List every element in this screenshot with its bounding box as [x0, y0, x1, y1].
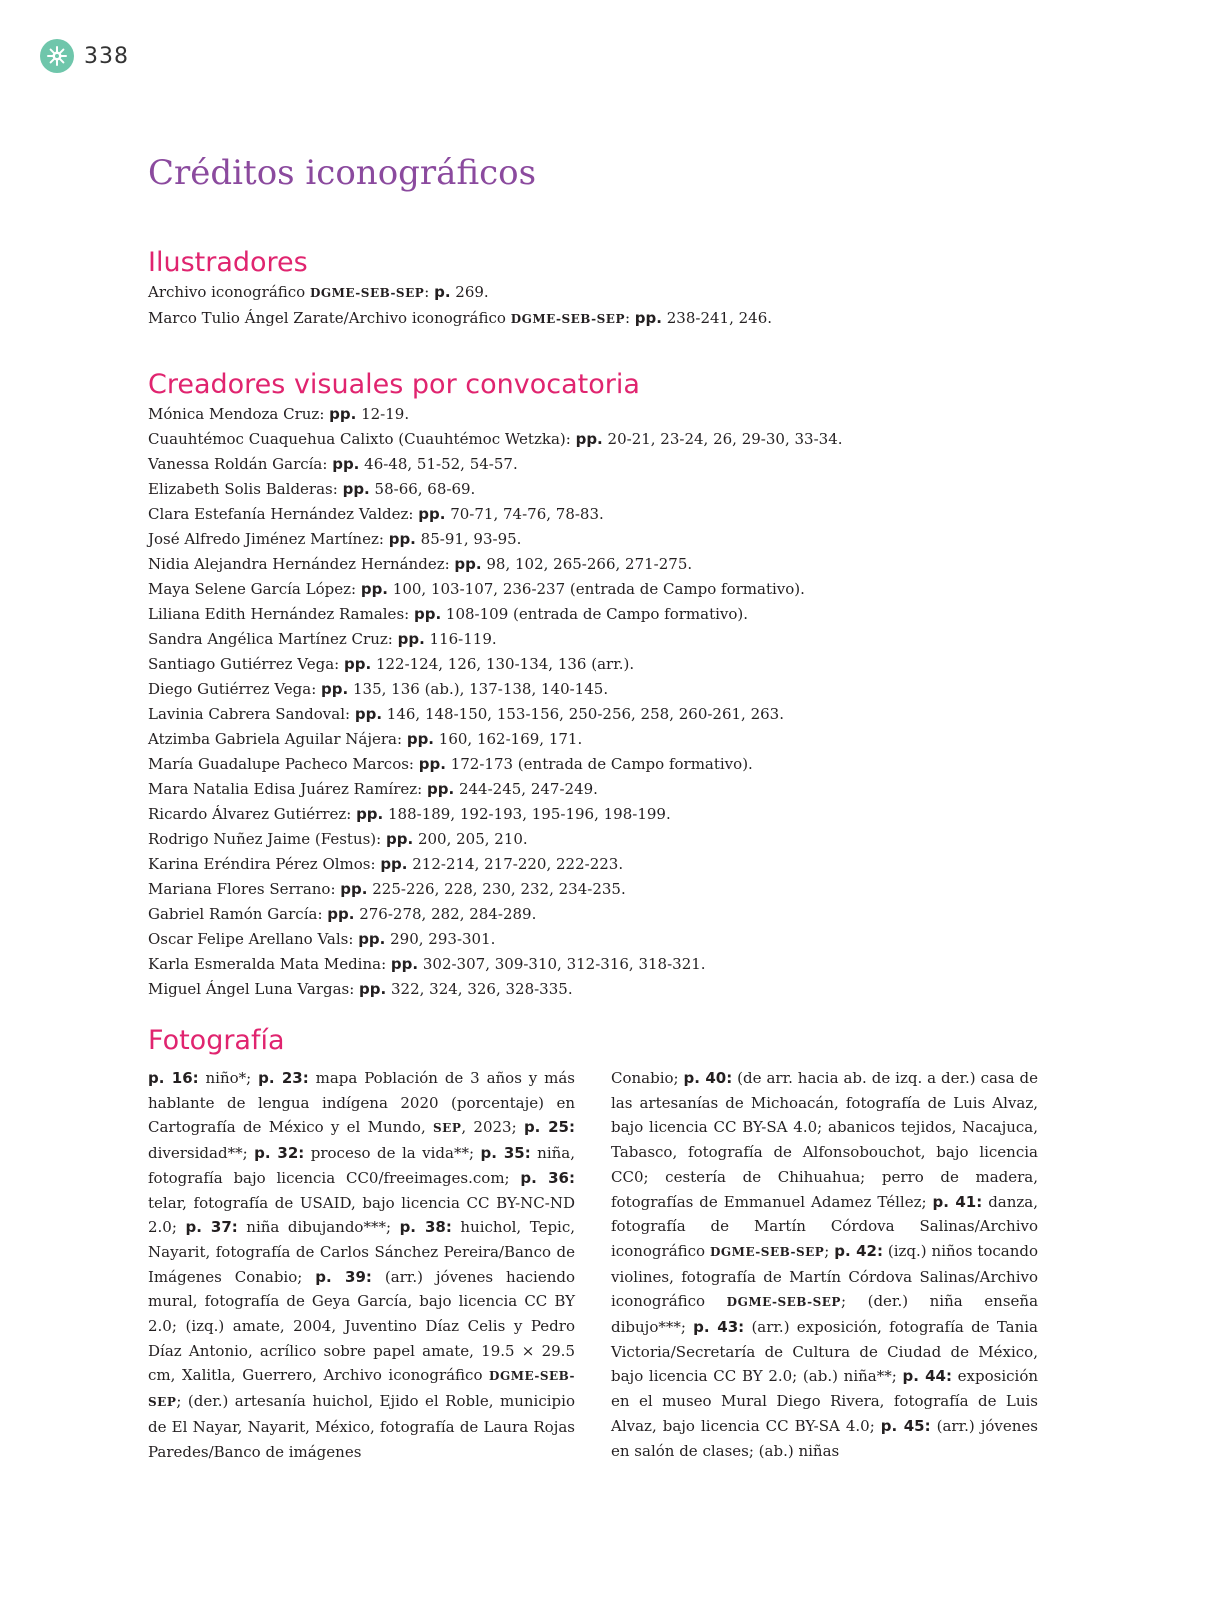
credit-pages-label: pp.	[354, 705, 383, 723]
page-header	[40, 39, 129, 73]
credit-separator: :	[424, 283, 435, 301]
credit-pages-label: pp.	[332, 455, 360, 473]
credit-item	[148, 877, 1038, 902]
page-reference: p. 43:	[693, 1318, 745, 1337]
page-reference: p. 38:	[399, 1218, 452, 1237]
credit-pages: 20-21, 23-24, 26, 29-30, 33-34.	[602, 430, 843, 448]
credit-text: (de arr. hacia ab. de izq. a der.) casa de las artesanías de Michoacán, fotografía de Luis Alvaz, bajo licencia CC BY-SA 4.0; abanicos tejidos, Nacajuca, Tabasco, fotografía de Alfonsobouchot, bajo licencia CC0; cestería de Chihuahua; perro de madera, fotografías de Emmanuel Adamez Téllez;	[611, 1069, 1038, 1211]
page-number: 338	[84, 43, 129, 69]
credit-pages: 100, 103-107, 236-237 (entrada de Campo formativo).	[388, 580, 805, 598]
credit-item	[148, 827, 1038, 852]
credit-item	[148, 427, 1038, 452]
credit-item	[148, 777, 1038, 802]
page-content	[148, 150, 1038, 1464]
credit-pages: 188-189, 192-193, 195-196, 198-199.	[383, 805, 671, 823]
credit-text: diversidad**;	[148, 1144, 255, 1163]
credit-name: Archivo iconográfico	[148, 283, 310, 301]
credit-text: niño*;	[198, 1069, 259, 1087]
credit-item	[148, 927, 1038, 952]
credit-pages: 225-226, 228, 230, 232, 234-235.	[367, 880, 626, 898]
credit-pages: 108-109 (entrada de Campo formativo).	[441, 605, 749, 623]
creadores-list	[148, 402, 1038, 1002]
credit-name: Miguel Ángel Luna Vargas:	[148, 980, 360, 998]
credit-name: Atzimba Gabriela Aguilar Nájera:	[148, 730, 407, 748]
credit-item	[148, 477, 1038, 502]
credit-item	[148, 527, 1038, 552]
credit-archive: DGME-SEB-SEP	[510, 312, 625, 326]
page-reference: p. 44:	[902, 1367, 952, 1386]
ilustradores-list	[148, 280, 1038, 332]
credit-pages: 276-278, 282, 284-289.	[354, 905, 537, 923]
credit-pages-label: pp.	[413, 605, 442, 623]
credit-pages-label: pp.	[327, 905, 355, 923]
credit-pages-label: pp.	[321, 680, 349, 698]
credit-text: (arr.) exposición, fotografía de Tania Victoria/Secretaría de Cultura de Ciudad de México, bajo licencia CC BY 2.0; (ab.) niña**;	[611, 1318, 1039, 1386]
credit-name: Elizabeth Solis Balderas:	[148, 480, 343, 498]
credit-name: Karla Esmeralda Mata Medina:	[148, 955, 391, 973]
section-heading-ilustradores: Ilustradores	[148, 247, 308, 278]
credit-item	[148, 852, 1038, 877]
credit-item	[148, 627, 1038, 652]
page-reference: p. 40:	[683, 1069, 733, 1087]
credit-name: Karina Eréndira Pérez Olmos:	[148, 855, 381, 873]
credit-separator: :	[624, 309, 635, 327]
archive-name: SEP	[433, 1121, 462, 1136]
credit-pages: 98, 102, 265-266, 271-275.	[481, 555, 693, 573]
credit-pages: 238-241, 246.	[661, 309, 773, 327]
credit-item	[148, 752, 1038, 777]
credit-pages-label: pp.	[388, 530, 416, 548]
fotografia-column-right	[611, 1066, 1038, 1464]
credit-pages-label: pp.	[358, 930, 386, 948]
page-reference: p. 39:	[315, 1267, 372, 1286]
credit-item	[148, 552, 1038, 577]
credit-pages-label: pp.	[386, 830, 414, 848]
credit-text: niña dibujando***;	[237, 1218, 400, 1237]
credit-item	[148, 577, 1038, 602]
page-reference: p. 36:	[520, 1168, 575, 1187]
credit-pages-label: pp.	[359, 980, 387, 998]
credit-item	[148, 602, 1038, 627]
credit-pages-label: pp.	[340, 880, 368, 898]
credit-archive: DGME-SEB-SEP	[309, 286, 425, 300]
section-heading-fotografia: Fotografía	[148, 1025, 285, 1056]
credit-pages-label: pp.	[390, 955, 419, 973]
flower-icon	[45, 44, 69, 68]
credit-pages: 135, 136 (ab.), 137-138, 140-145.	[348, 680, 609, 698]
credit-name: Mara Natalia Edisa Juárez Ramírez:	[148, 780, 427, 798]
credit-text: , 2023;	[461, 1118, 524, 1137]
page-badge	[40, 39, 74, 73]
credit-text: exposición en el museo Mural Diego Rivera, fotografía de Luis Alvaz, bajo licencia CC BY-SA 4.0;	[611, 1367, 1039, 1435]
fotografia-columns	[148, 1066, 1038, 1464]
credit-item	[148, 502, 1038, 527]
credit-name: Gabriel Ramón García:	[148, 905, 328, 923]
page-title: Créditos iconográficos	[148, 153, 537, 193]
section-heading-creadores: Creadores visuales por convocatoria	[148, 369, 640, 400]
credit-name: Nidia Alejandra Hernández Hernández:	[148, 555, 455, 573]
credit-pages-label: pp.	[418, 755, 446, 773]
credit-name: Mariana Flores Serrano:	[148, 880, 341, 898]
credit-item	[148, 280, 1038, 306]
credit-item	[148, 702, 1038, 727]
credit-name: Ricardo Álvarez Gutiérrez:	[148, 805, 357, 823]
credit-text: mapa Población de 3 años y más hablante de lengua indígena 2020 (porcentaje) en Cartografía de México y el Mundo,	[148, 1069, 575, 1137]
page-reference: p. 37:	[185, 1218, 238, 1237]
page-reference: p. 25:	[523, 1118, 575, 1137]
credit-item	[148, 902, 1038, 927]
credit-name: Oscar Felipe Arellano Vals:	[148, 930, 359, 948]
credit-pages-label: pp.	[397, 630, 425, 648]
credit-pages: 46-48, 51-52, 54-57.	[359, 455, 518, 473]
credit-pages: 212-214, 217-220, 222-223.	[407, 855, 624, 873]
credit-name: José Alfredo Jiménez Martínez:	[148, 530, 389, 548]
credit-name: Rodrigo Nuñez Jaime (Festus):	[148, 830, 386, 848]
credit-text: niña, fotografía bajo licencia CC0/freeimages.com;	[148, 1144, 575, 1187]
credit-item	[148, 977, 1038, 1002]
credit-name: Sandra Angélica Martínez Cruz:	[148, 630, 398, 648]
credit-pages-label: pp.	[575, 430, 603, 448]
credit-item	[148, 402, 1038, 427]
page-reference: p. 35:	[480, 1144, 531, 1163]
credit-name: Maya Selene García López:	[148, 580, 361, 598]
credit-pages: 269.	[450, 283, 489, 301]
credit-pages-label: pp.	[427, 780, 455, 798]
credit-pages: 322, 324, 326, 328-335.	[386, 980, 573, 998]
credit-pages-label: pp.	[454, 555, 482, 573]
credit-text: ; (der.) niña enseña dibujo***;	[611, 1292, 1039, 1337]
credit-pages: 12-19.	[356, 405, 410, 423]
credit-pages: 160, 162-169, 171.	[434, 730, 583, 748]
page-reference: p. 32:	[254, 1144, 305, 1163]
credit-name: Lavinia Cabrera Sandoval:	[148, 705, 355, 723]
credit-name: Clara Estefanía Hernández Valdez:	[148, 505, 419, 523]
credit-item	[148, 677, 1038, 702]
credit-item	[148, 452, 1038, 477]
credit-pages: 200, 205, 210.	[413, 830, 528, 848]
credit-pages: 70-71, 74-76, 78-83.	[445, 505, 604, 523]
credit-text: ;	[824, 1241, 835, 1260]
credit-pages-label: pp.	[634, 309, 662, 327]
credit-item	[148, 727, 1038, 752]
credit-pages: 116-119.	[424, 630, 497, 648]
credit-item	[148, 802, 1038, 827]
page-reference: p. 23:	[258, 1069, 309, 1087]
credit-pages: 302-307, 309-310, 312-316, 318-321.	[418, 955, 706, 973]
credit-name: Cuauhtémoc Cuaquehua Calixto (Cuauhtémoc Wetzka):	[148, 430, 576, 448]
credit-pages: 290, 293-301.	[385, 930, 496, 948]
page-reference: p. 45:	[880, 1416, 931, 1435]
credit-pages-label: pp.	[342, 480, 370, 498]
credit-pages-label: pp.	[356, 805, 384, 823]
credit-name: Diego Gutiérrez Vega:	[148, 680, 322, 698]
credit-item	[148, 952, 1038, 977]
credit-name: Santiago Gutiérrez Vega:	[148, 655, 344, 673]
credit-text: ; (der.) artesanía huichol, Ejido el Roble, municipio de El Nayar, Nayarit, México, fotografía de Laura Rojas Paredes/Banco de imágenes	[148, 1392, 575, 1461]
credit-name: Vanessa Roldán García:	[148, 455, 333, 473]
credit-name: Liliana Edith Hernández Ramales:	[148, 605, 414, 623]
credit-pages: 122-124, 126, 130-134, 136 (arr.).	[371, 655, 635, 673]
credit-pages: 58-66, 68-69.	[369, 480, 476, 498]
page-reference: p. 42:	[834, 1241, 883, 1260]
credit-name: Marco Tulio Ángel Zarate/Archivo iconográfico	[148, 309, 511, 327]
credit-pages-label: pp.	[418, 505, 446, 523]
page-reference: p. 16:	[148, 1069, 199, 1087]
credit-item	[148, 306, 1038, 332]
credit-name: María Guadalupe Pacheco Marcos:	[148, 755, 419, 773]
credit-text: (izq.) niños tocando violines, fotografía de Martín Córdova Salinas/Archivo iconográfico	[611, 1241, 1039, 1311]
credit-pages-label: pp.	[329, 405, 357, 423]
credit-pages: 244-245, 247-249.	[454, 780, 598, 798]
credit-item	[148, 652, 1038, 677]
credit-pages: 172-173 (entrada de Campo formativo).	[445, 755, 753, 773]
credit-pages-label: pp.	[343, 655, 372, 673]
credit-name: Mónica Mendoza Cruz:	[148, 405, 330, 423]
fotografia-column-left	[148, 1066, 575, 1464]
credit-text: huichol, Tepic, Nayarit, fotografía de Carlos Sánchez Pereira/Banco de Imágenes Conabio;	[148, 1218, 576, 1286]
credit-text: (arr.) jóvenes haciendo mural, fotografía de Geya García, bajo licencia CC BY 2.0; (izq.) amate, 2004, Juventino Díaz Celis y Pedro Díaz Antonio, acrílico sobre papel amate, 19.5 × 29.5 cm, Xalitla, Guerrero, Archivo iconográfico	[148, 1267, 576, 1385]
credit-text: (arr.) jóvenes en salón de clases; (ab.) niñas	[611, 1416, 1039, 1460]
credit-pages-label: pp.	[406, 730, 435, 748]
page-reference: p. 41:	[932, 1192, 983, 1211]
archive-name: DGME-SEB-SEP	[148, 1369, 575, 1410]
credit-pages: 85-91, 93-95.	[415, 530, 522, 548]
credit-pages-label: pp.	[360, 580, 389, 598]
archive-name: DGME-SEB-SEP	[726, 1295, 841, 1310]
credit-pages-label: p.	[434, 283, 451, 301]
credit-text: proceso de la vida**;	[304, 1144, 481, 1163]
credit-pages-label: pp.	[380, 855, 408, 873]
archive-name: DGME-SEB-SEP	[710, 1244, 825, 1259]
credit-text: danza, fotografía de Martín Córdova Salinas/Archivo iconográfico	[611, 1192, 1039, 1260]
credit-text: telar, fotografía de USAID, bajo licencia CC BY-NC-ND 2.0;	[148, 1193, 575, 1237]
credit-pages: 146, 148-150, 153-156, 250-256, 258, 260-261, 263.	[382, 705, 784, 723]
credit-text: Conabio;	[611, 1069, 684, 1087]
